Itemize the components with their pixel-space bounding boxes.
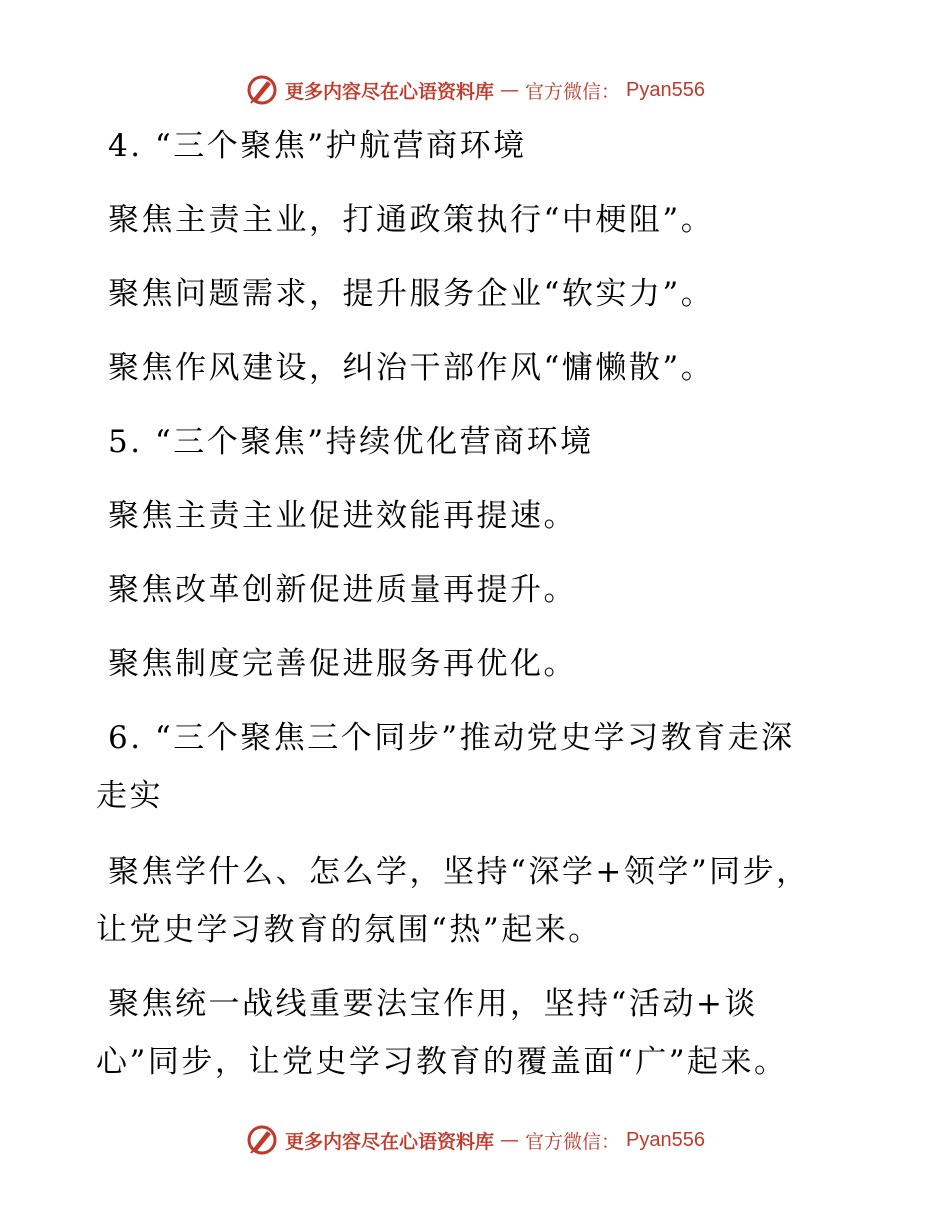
watermark-brand: 更多内容尽在心语资料库 bbox=[285, 1130, 495, 1153]
heading-4: 4. “三个聚焦”护航营商环境 bbox=[108, 128, 527, 164]
watermark-dash: — bbox=[500, 1129, 520, 1151]
paragraph-line: 聚焦制度完善促进服务再优化。 bbox=[108, 646, 577, 682]
paragraph-line: 聚焦学什么、怎么学，坚持“深学+领学”同步， bbox=[108, 854, 810, 890]
paragraph-line: 聚焦问题需求，提升服务企业“软实力”。 bbox=[108, 276, 715, 312]
watermark-account: Pyan556 bbox=[626, 1128, 705, 1151]
paragraph-line-continuation: 心”同步，让党史学习教育的覆盖面“广”起来。 bbox=[96, 1044, 788, 1080]
watermark-wechat-label: 官方微信： bbox=[525, 1130, 621, 1153]
heading-6-continuation: 走实 bbox=[96, 778, 163, 814]
paragraph-line: 聚焦主责主业，打通政策执行“中梗阻”。 bbox=[108, 202, 715, 238]
paragraph-line: 聚焦改革创新促进质量再提升。 bbox=[108, 572, 577, 608]
heading-6: 6. “三个聚焦三个同步”推动党史学习教育走深 bbox=[108, 720, 795, 756]
watermark-wechat-label: 官方微信： bbox=[525, 80, 621, 103]
watermark-account: Pyan556 bbox=[626, 78, 705, 101]
heading-5: 5. “三个聚焦”持续优化营商环境 bbox=[108, 424, 594, 460]
paragraph-line-continuation: 让党史学习教育的氛围“热”起来。 bbox=[96, 912, 602, 948]
footer-watermark bbox=[0, 1120, 950, 1160]
watermark-dash: — bbox=[500, 79, 520, 101]
watermark-brand: 更多内容尽在心语资料库 bbox=[285, 80, 495, 103]
paragraph-line: 聚焦作风建设，纠治干部作风“慵懒散”。 bbox=[108, 350, 715, 386]
paragraph-line: 聚焦主责主业促进效能再提速。 bbox=[108, 498, 577, 534]
quill-pen-circle-icon bbox=[245, 1123, 279, 1157]
paragraph-line: 聚焦统一战线重要法宝作用，坚持“活动+谈 bbox=[108, 986, 758, 1022]
